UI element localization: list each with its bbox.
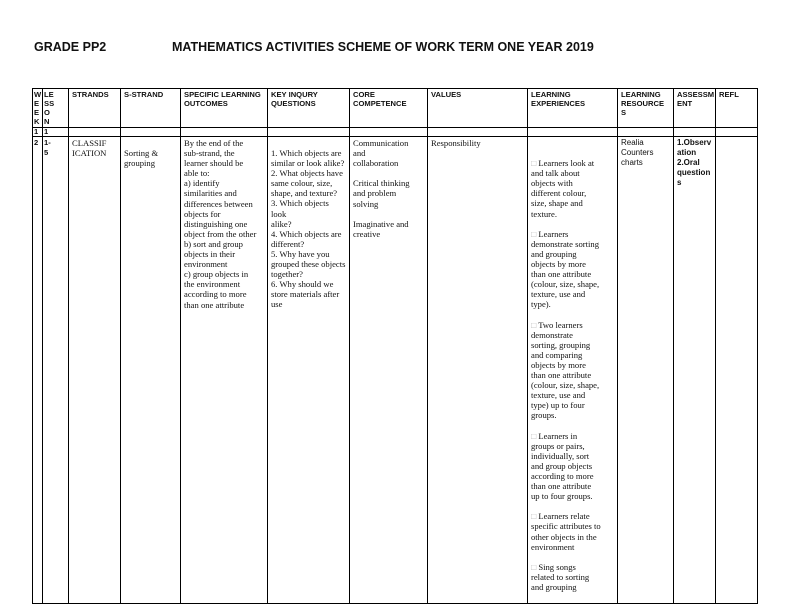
scheme-of-work-table xyxy=(32,88,758,604)
reflection-cell xyxy=(716,137,758,604)
values-cell: Responsibility xyxy=(428,137,528,604)
col-competence: CORE COMPETENCE xyxy=(350,89,428,128)
experience-item: □ Learners in groups or pairs, individually, sort and group objects according to more than one attribute up to four groups. xyxy=(531,430,594,502)
lesson-cell: 1- 5 xyxy=(43,137,69,604)
sub-strand-cell: Sorting & grouping xyxy=(121,137,181,604)
col-week: W E E K xyxy=(34,90,42,126)
assessment-cell: 1.Observ ation 2.Oral question s xyxy=(674,137,716,604)
experience-item: □ Learners demonstrate sorting and grouping objects by more than one attribute (colour, size, shape, texture, use and type). xyxy=(531,228,600,310)
bullet-box-icon: □ xyxy=(531,511,539,522)
table-row xyxy=(33,128,758,137)
table-header-row xyxy=(33,89,758,128)
grade-label: GRADE PP2 xyxy=(34,40,107,54)
experiences-cell xyxy=(528,137,618,604)
bullet-box-icon: □ xyxy=(531,228,539,239)
experience-item: □ Learners relate specific attributes to other objects in the environment xyxy=(531,511,601,552)
week-cell: 1 xyxy=(33,128,43,137)
col-lesson: LE SS O N xyxy=(43,89,69,128)
col-values: VALUES xyxy=(428,89,528,128)
document-title: MATHEMATICS ACTIVITIES SCHEME OF WORK TERM ONE YEAR 2019 xyxy=(172,40,594,54)
col-reflection: REFL xyxy=(716,89,758,128)
col-sub-strand: S-STRAND xyxy=(121,89,181,128)
competence-cell: Communication and collaboration Critical thinking and problem solving Imaginative and creative xyxy=(350,137,428,604)
bullet-box-icon: □ xyxy=(531,430,539,441)
bullet-box-icon: □ xyxy=(531,561,539,572)
experience-item: □ Two learners demonstrate sorting, grouping and comparing objects by more than one attribute (colour, size, shape, texture, use and type) up to four groups. xyxy=(531,319,600,421)
outcomes-cell: By the end of the sub-strand, the learner should be able to: a) identify similarities and differences between objects for distinguishing one object from the other b) sort and group objects in their environment c) group objects in the environment according to more than one attribute xyxy=(181,137,268,604)
strand-cell: CLASSIF ICATION xyxy=(69,137,121,604)
bullet-box-icon: □ xyxy=(531,319,539,330)
col-resources: LEARNING RESOURCE S xyxy=(618,89,674,128)
experience-item: □ Sing songs related to sorting and grouping xyxy=(531,561,590,593)
table-row xyxy=(33,137,758,604)
week-cell: 2 xyxy=(33,137,43,604)
questions-cell: 1. Which objects are similar or look alike? 2. What objects have same colour, size, shape, and texture? 3. Which objects look alike? 4. Which objects are different? 5. Why have you grouped these objects together? 6. Why should we store materials after use xyxy=(268,137,350,604)
col-assessment: ASSESSM ENT xyxy=(674,89,716,128)
bullet-box-icon: □ xyxy=(531,158,539,169)
resources-cell: Realia Counters charts xyxy=(618,137,674,604)
experience-item: □ Learners look at and talk about objects with different colour, size, shape and texture. xyxy=(531,158,595,219)
col-questions: KEY INQURY QUESTIONS xyxy=(268,89,350,128)
lesson-cell: 1 xyxy=(43,128,69,137)
col-outcomes: SPECIFIC LEARNING OUTCOMES xyxy=(181,89,268,128)
col-strands: STRANDS xyxy=(69,89,121,128)
col-experiences: LEARNING EXPERIENCES xyxy=(528,89,618,128)
